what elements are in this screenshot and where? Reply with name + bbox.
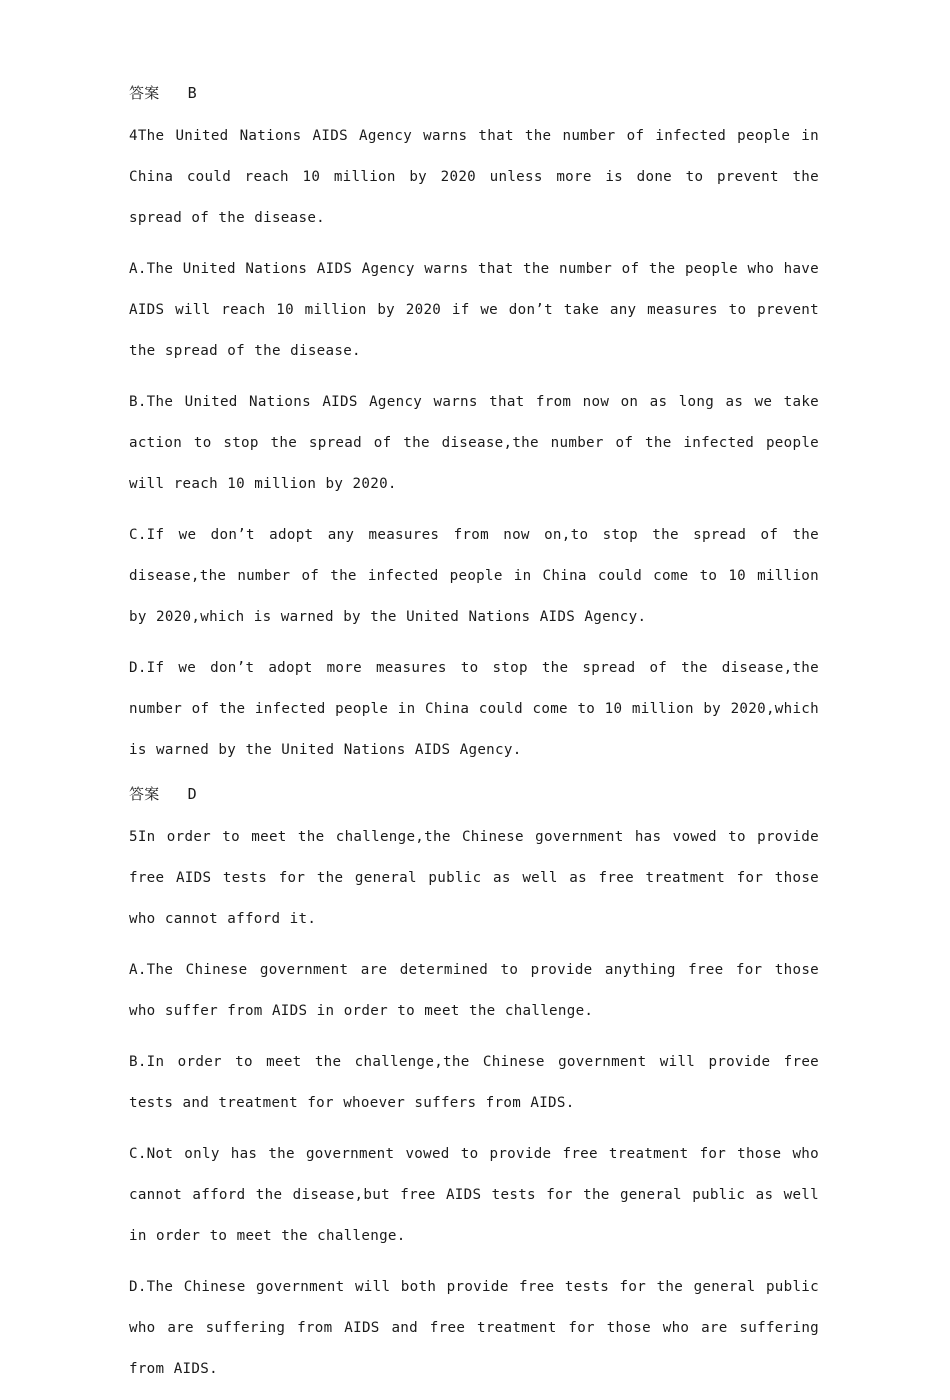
option-5d: D.The Chinese government will both provide free tests for the general public who are suffering from AIDS and free treatment for those who are suffering from AIDS.	[129, 1279, 819, 1377]
option-5a: A.The Chinese government are determined to provide anything free for those who suffer from AIDS in order to meet the challenge.	[129, 962, 819, 1019]
question-4: 4The United Nations AIDS Agency warns that the number of infected people in China could reach 10 million by 2020 unless more is done to prevent the spread of the disease.	[129, 128, 819, 226]
answer-line	[129, 781, 819, 807]
answer-value: D	[187, 785, 197, 803]
answer-line	[129, 80, 819, 106]
answer-value: B	[187, 84, 197, 102]
option-4d: D.If we don’t adopt more measures to stop the spread of the disease,the number of the infected people in China could come to 10 million by 2020,which is warned by the United Nations AIDS Agency.	[129, 660, 819, 758]
answer-label: 答案	[129, 84, 160, 102]
document-page	[129, 80, 819, 1400]
option-5b: B.In order to meet the challenge,the Chinese government will provide free tests and treatment for whoever suffers from AIDS.	[129, 1054, 819, 1111]
option-4b: B.The United Nations AIDS Agency warns that from now on as long as we take action to stop the spread of the disease,the number of the infected people will reach 10 million by 2020.	[129, 394, 819, 492]
option-4a: A.The United Nations AIDS Agency warns that the number of the people who have AIDS will reach 10 million by 2020 if we don’t take any measures to prevent the spread of the disease.	[129, 261, 819, 359]
answer-label: 答案	[129, 785, 160, 803]
option-5c: C.Not only has the government vowed to provide free treatment for those who cannot afford the disease,but free AIDS tests for the general public as well in order to meet the challenge.	[129, 1146, 819, 1244]
option-4c: C.If we don’t adopt any measures from now on,to stop the spread of the disease,the number of the infected people in China could come to 10 million by 2020,which is warned by the United Nations AIDS Agency.	[129, 527, 819, 625]
question-5: 5In order to meet the challenge,the Chinese government has vowed to provide free AIDS tests for the general public as well as free treatment for those who cannot afford it.	[129, 829, 819, 927]
